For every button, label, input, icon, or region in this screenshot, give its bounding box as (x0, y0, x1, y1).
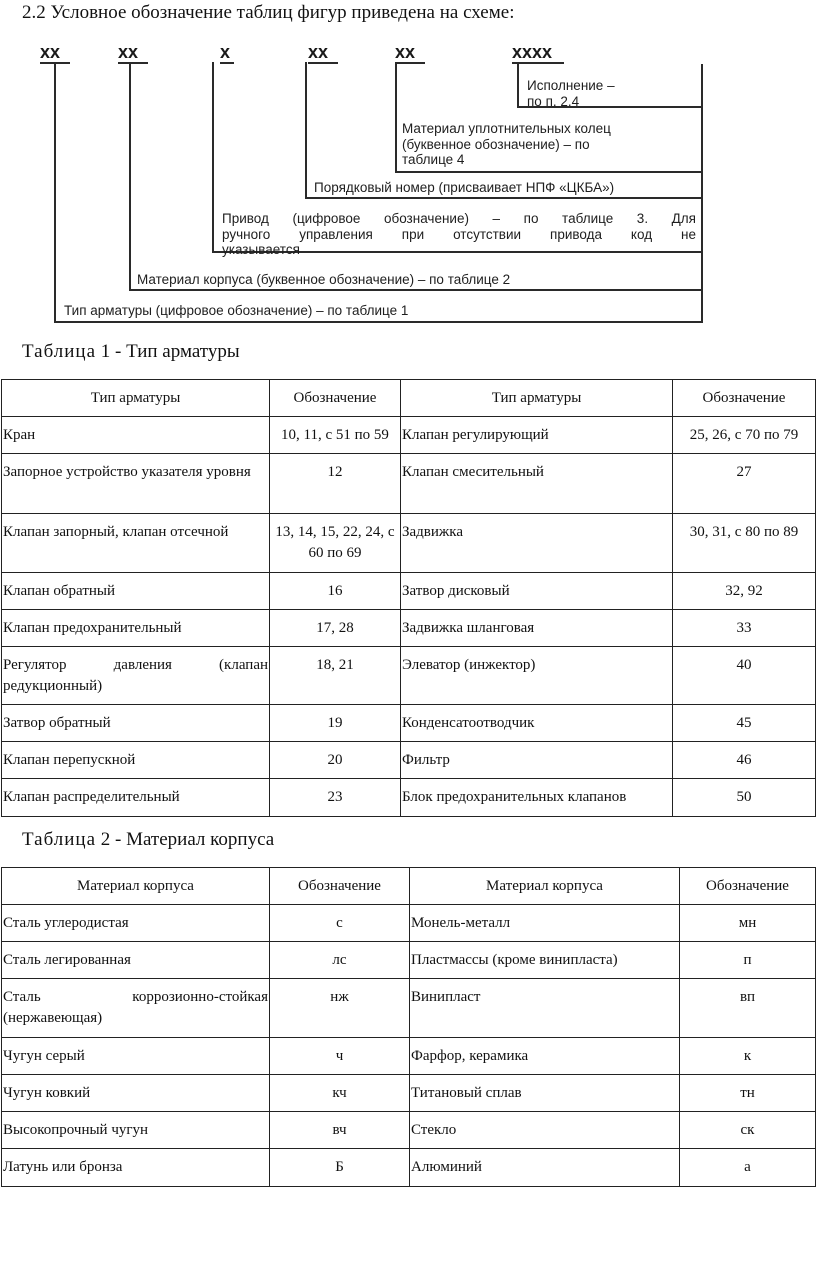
table-cell: 27 (673, 454, 816, 514)
label-seal-material-line-2: (буквенное обозначение) – по (402, 136, 590, 152)
table-cell: 17, 28 (270, 610, 401, 647)
table-cell: Сталь легированная (2, 942, 270, 979)
table1-caption (22, 341, 240, 363)
table-row (2, 573, 816, 610)
table-row (2, 1075, 816, 1112)
valve-type-table (1, 379, 816, 817)
table-row (2, 514, 816, 573)
table-row (2, 942, 816, 979)
table-cell: вп (680, 979, 816, 1038)
table-cell: 46 (673, 742, 816, 779)
label-seal-material (402, 121, 611, 168)
table-cell: Затвор обратный (2, 705, 270, 742)
table-cell: 30, 31, с 80 по 89 (673, 514, 816, 573)
scheme-code-6: хххх (512, 42, 553, 62)
table-cell: ч (270, 1038, 410, 1075)
table-row (2, 905, 816, 942)
table-cell: Задвижка (401, 514, 673, 573)
label-drive-line-1: Привод (цифровое обозначение) – по таблице 3. Для (222, 211, 696, 226)
table-cell: Фарфор, керамика (410, 1038, 680, 1075)
table-cell: Запорное устройство указателя уровня (2, 454, 270, 514)
table-cell: Регулятор давления (клапан редукционный) (2, 647, 270, 705)
table-cell: Клапан перепускной (2, 742, 270, 779)
label-drive-line-2: ручного управления при отсутствии привода код не (222, 226, 696, 242)
table-cell: Стекло (410, 1112, 680, 1149)
table-cell: Сталь углеродистая (2, 905, 270, 942)
table-cell: 10, 11, с 51 по 59 (270, 417, 401, 454)
table-cell: лс (270, 942, 410, 979)
table-cell: ск (680, 1112, 816, 1149)
column-header: Обозначение (270, 868, 410, 905)
scheme-code-2: хх (118, 42, 139, 62)
table-cell: Латунь или бронза (2, 1149, 270, 1187)
column-header: Обозначение (270, 380, 401, 417)
table-row (2, 979, 816, 1038)
table-cell: Высокопрочный чугун (2, 1112, 270, 1149)
column-header: Тип арматуры (401, 380, 673, 417)
table2-caption-word: Таблица (22, 829, 97, 850)
table-cell: Блок предохранительных клапанов (401, 779, 673, 817)
table-cell: Алюминий (410, 1149, 680, 1187)
column-header: Тип арматуры (2, 380, 270, 417)
label-execution-line-1: Исполнение – (527, 78, 615, 93)
table-cell: Б (270, 1149, 410, 1187)
label-seal-material-line-3: таблице 4 (402, 152, 465, 167)
body-material-table (1, 867, 816, 1187)
table-cell: мн (680, 905, 816, 942)
table-cell: 33 (673, 610, 816, 647)
table-cell: 20 (270, 742, 401, 779)
table-cell: 40 (673, 647, 816, 705)
scheme-code-3: х (220, 42, 231, 62)
table-cell: 45 (673, 705, 816, 742)
table-cell: тн (680, 1075, 816, 1112)
label-valve-type: Тип арматуры (цифровое обозначение) – по таблице 1 (64, 303, 409, 318)
table-cell: Пластмассы (кроме винипласта) (410, 942, 680, 979)
label-seal-material-line-1: Материал уплотнительных колец (402, 121, 611, 136)
label-execution (527, 78, 615, 109)
table-row (2, 610, 816, 647)
table-cell: нж (270, 979, 410, 1038)
table-cell: Сталь коррозионно-стойкая (нержавеющая) (2, 979, 270, 1038)
table-cell: 32, 92 (673, 573, 816, 610)
table-cell: Клапан распределительный (2, 779, 270, 817)
designation-scheme (0, 0, 816, 340)
table2-caption (22, 829, 274, 851)
table-header-row (2, 868, 816, 905)
intro-text: 2.2 Условное обозначение таблиц фигур приведена на схеме: (22, 2, 515, 23)
table-cell: Элеватор (инжектор) (401, 647, 673, 705)
column-header: Обозначение (680, 868, 816, 905)
table-cell: Задвижка шланговая (401, 610, 673, 647)
table2-caption-rest: 2 - Материал корпуса (100, 829, 275, 850)
scheme-code-1: хх (40, 42, 61, 62)
table-row (2, 779, 816, 817)
table-cell: Конденсатоотводчик (401, 705, 673, 742)
table-cell: Титановый сплав (410, 1075, 680, 1112)
table-cell: 25, 26, с 70 по 79 (673, 417, 816, 454)
label-execution-line-2: по п. 2.4 (527, 93, 580, 109)
table-row (2, 454, 816, 514)
table-cell: а (680, 1149, 816, 1187)
table-cell: Винипласт (410, 979, 680, 1038)
table-cell: вч (270, 1112, 410, 1149)
table-cell: 19 (270, 705, 401, 742)
table-row (2, 1149, 816, 1187)
table-cell: к (680, 1038, 816, 1075)
table-cell: 13, 14, 15, 22, 24, с 60 по 69 (270, 514, 401, 573)
label-drive-line-3: указывается (222, 242, 300, 257)
table-row (2, 1112, 816, 1149)
table-cell: Клапан смесительный (401, 454, 673, 514)
scheme-code-4: хх (308, 42, 329, 62)
table-cell: Чугун ковкий (2, 1075, 270, 1112)
table-cell: Чугун серый (2, 1038, 270, 1075)
scheme-code-5: хх (395, 42, 416, 62)
table-cell: 16 (270, 573, 401, 610)
table-cell: Затвор дисковый (401, 573, 673, 610)
table1-caption-word: Таблица (22, 341, 97, 362)
table-row (2, 705, 816, 742)
table-cell: 23 (270, 779, 401, 817)
column-header: Материал корпуса (410, 868, 680, 905)
table-row (2, 742, 816, 779)
table-cell: п (680, 942, 816, 979)
table-cell: кч (270, 1075, 410, 1112)
column-header: Обозначение (673, 380, 816, 417)
table-cell: 50 (673, 779, 816, 817)
table1-caption-rest: 1 - Тип арматуры (100, 341, 240, 362)
table-cell: Кран (2, 417, 270, 454)
label-drive (222, 211, 696, 258)
table-cell: 12 (270, 454, 401, 514)
table-cell: Клапан обратный (2, 573, 270, 610)
table-cell: Клапан регулирующий (401, 417, 673, 454)
table-row (2, 1038, 816, 1075)
table-cell: Монель-металл (410, 905, 680, 942)
table-cell: Фильтр (401, 742, 673, 779)
table-cell: Клапан предохранительный (2, 610, 270, 647)
table-cell: с (270, 905, 410, 942)
table-header-row (2, 380, 816, 417)
table-cell: 18, 21 (270, 647, 401, 705)
label-body-material: Материал корпуса (буквенное обозначение) – по таблице 2 (137, 272, 511, 287)
column-header: Материал корпуса (2, 868, 270, 905)
table-row (2, 647, 816, 705)
label-serial-number: Порядковый номер (присваивает НПФ «ЦКБА») (314, 180, 615, 195)
table-cell: Клапан запорный, клапан отсечной (2, 514, 270, 573)
table-row (2, 417, 816, 454)
